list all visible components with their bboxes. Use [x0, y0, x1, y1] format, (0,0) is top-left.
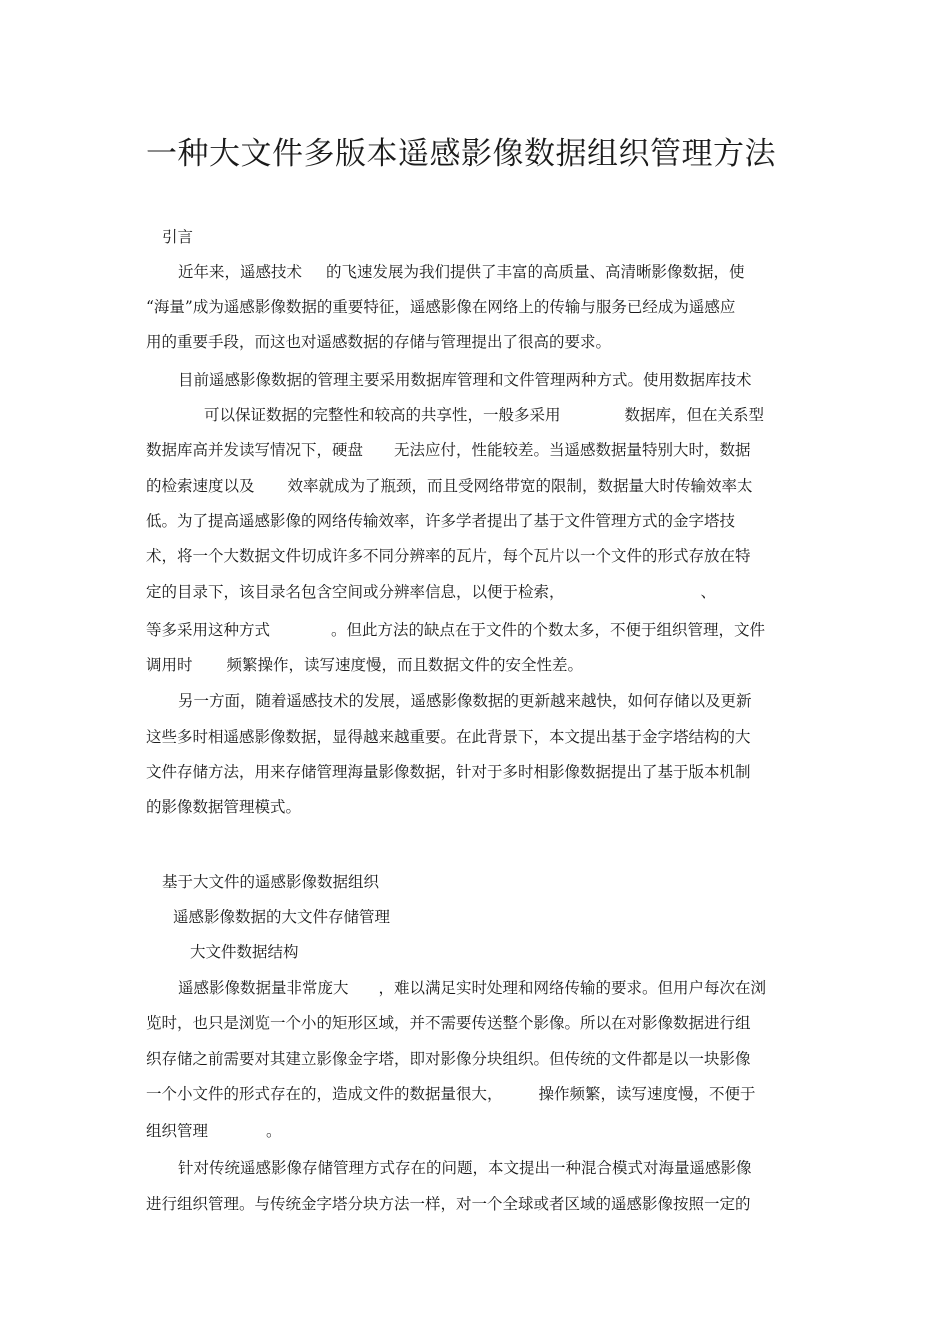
paragraph-line — [178, 978, 766, 998]
text-segment: 组织管理 — [146, 1122, 209, 1140]
text-segment: 的飞速发展为我们提供了丰富的高质量、高清晰影像数据，使 — [326, 263, 745, 281]
text-segment: 无法应付，性能较差。当遥感数据量特别大时，数据 — [394, 441, 751, 459]
paragraph-line: 文件存储方法，用来存储管理海量影像数据，针对于多时相影像数据提出了基于版本机制 — [146, 763, 751, 781]
paragraph-line: 另一方面，随着遥感技术的发展，遥感影像数据的更新越来越快，如何存储以及更新 — [178, 692, 752, 710]
text-segment: ，难以满足实时处理和网络传输的要求。但用户每次在浏 — [378, 979, 767, 997]
paragraph-line: 进行组织管理。与传统金字塔分块方法一样，对一个全球或者区域的遥感影像按照一定的 — [146, 1195, 751, 1213]
text-segment: 、 — [700, 583, 717, 601]
text-segment: 的检索速度以及 — [146, 477, 255, 495]
paragraph-line: 这些多时相遥感影像数据，显得越来越重要。在此背景下，本文提出基于金字塔结构的大 — [146, 728, 751, 746]
paragraph-line — [146, 476, 753, 496]
paragraph-line: 针对传统遥感影像存储管理方式存在的问题，本文提出一种混合模式对海量遥感影像 — [178, 1159, 752, 1177]
paragraph-line: 低。为了提高遥感影像的网络传输效率，许多学者提出了基于文件管理方式的金字塔技 — [146, 512, 736, 530]
paragraph-line — [204, 405, 764, 425]
intro-heading: 引言 — [162, 228, 194, 246]
text-segment: 数据库高并发读写情况下，硬盘 — [146, 441, 364, 459]
paragraph-line: 的影像数据管理模式。 — [146, 798, 302, 816]
text-segment: 效率就成为了瓶颈，而且受网络带宽的限制，数据量大时传输效率太 — [287, 477, 753, 495]
paragraph-line: “海量”成为遥感影像数据的重要特征，遥感影像在网络上的传输与服务已经成为遥感应 — [146, 298, 736, 316]
paragraph-line — [146, 440, 751, 460]
text-segment: 操作频繁，读写速度慢，不便于 — [538, 1085, 756, 1103]
paragraph-line: 用的重要手段，而这也对遥感数据的存储与管理提出了很高的要求。 — [146, 333, 612, 351]
text-segment: 可以保证数据的完整性和较高的共享性，一般多采用 — [204, 406, 561, 424]
text-segment: 频繁操作，读写速度慢，而且数据文件的安全性差。 — [226, 656, 584, 674]
paragraph-line: 织存储之前需要对其建立影像金字塔，即对影像分块组织。但传统的文件都是以一块影像 — [146, 1050, 751, 1068]
text-segment: 。 — [266, 1122, 282, 1140]
paragraph-line — [146, 582, 716, 602]
text-segment: 一个小文件的形式存在的，造成文件的数据量很大， — [146, 1085, 503, 1103]
subsubsection-heading: 大文件数据结构 — [190, 943, 299, 961]
paragraph-line: 术，将一个大数据文件切成许多不同分辨率的瓦片，每个瓦片以一个文件的形式存放在特 — [146, 547, 751, 565]
text-segment: 等多采用这种方式 — [146, 621, 271, 639]
paragraph-line — [146, 1084, 756, 1104]
text-segment: 数据库，但在关系型 — [624, 406, 765, 424]
paragraph-line — [178, 262, 745, 282]
subsection-heading: 遥感影像数据的大文件存储管理 — [173, 908, 391, 926]
text-segment: 定的目录下，该目录名包含空间或分辨率信息，以便于检索， — [146, 583, 565, 601]
paragraph-line — [146, 620, 765, 640]
text-segment: 遥感影像数据量非常庞大 — [178, 979, 349, 997]
paragraph-line — [146, 655, 583, 675]
text-segment: 调用时 — [146, 656, 193, 674]
document-title: 一种大文件多版本遥感影像数据组织管理方法 — [146, 136, 776, 172]
text-segment: 近年来，遥感技术 — [178, 263, 303, 281]
text-segment: 。但此方法的缺点在于文件的个数太多，不便于组织管理，文件 — [331, 621, 766, 639]
paragraph-line — [146, 1121, 282, 1141]
paragraph-line: 目前遥感影像数据的管理主要采用数据库管理和文件管理两种方式。使用数据库技术 — [178, 371, 752, 389]
section-heading: 基于大文件的遥感影像数据组织 — [162, 873, 380, 891]
paragraph-line: 览时，也只是浏览一个小的矩形区域，并不需要传送整个影像。所以在对影像数据进行组 — [146, 1014, 751, 1032]
